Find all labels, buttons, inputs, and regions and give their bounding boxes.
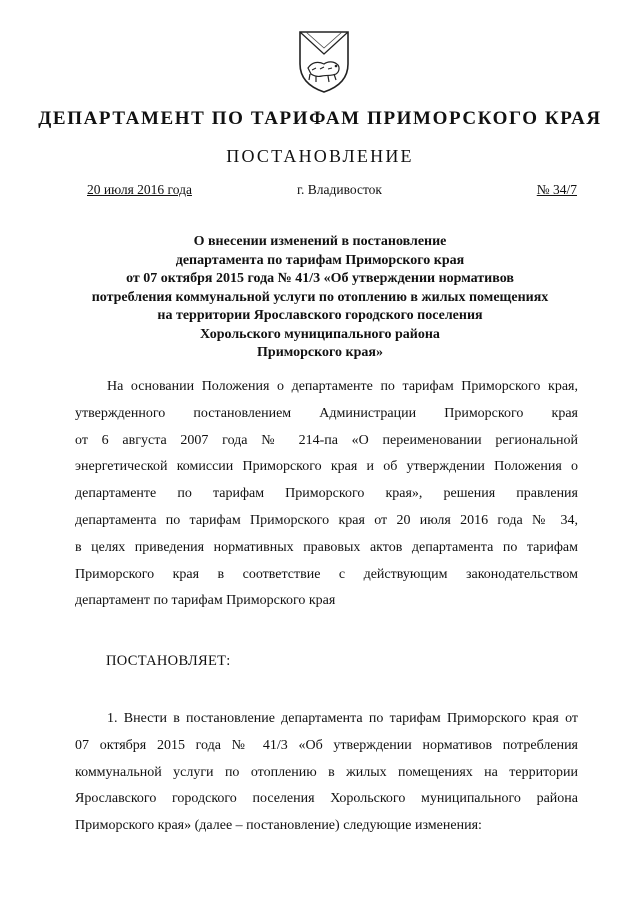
text-line: департамент по тарифам Приморского края (75, 593, 336, 609)
text-line: На основании Положения о департаменте по тарифам Приморского края, (107, 379, 578, 394)
text-line: Приморского края» (далее – постановление) следующие изменения: (75, 818, 482, 834)
text-line: энергетической комиссии Приморского края и об утверждении Положения о (75, 459, 578, 475)
title-line: потребления коммунальной услуги по отоплению в жилых помещениях (91, 289, 549, 305)
title-line: Хорольского муниципального района (200, 326, 440, 342)
text-line: 1. Внести в постановление департамента по тарифам Приморского края от (107, 711, 578, 726)
item-1-paragraph (75, 706, 578, 840)
text-line: департамента по тарифам Приморского края от 20 июля 2016 года № 34, (75, 512, 578, 528)
text-line: в целях приведения нормативных правовых актов департамента по тарифам (75, 539, 578, 555)
title-line: на территории Ярославского городского поселения (157, 308, 483, 323)
text-line: департаменте по тарифам Приморского края», решения правления (75, 486, 578, 502)
text-line: Приморского края в соответствие с действующим законодательством (75, 566, 578, 582)
document-title (60, 233, 580, 363)
document-city: г. Владивосток (297, 182, 382, 197)
department-title: ДЕПАРТАМЕНТ ПО ТАРИФАМ ПРИМОРСКОГО КРАЯ (38, 108, 602, 129)
document-meta-row (87, 182, 577, 202)
document-type: ПОСТАНОВЛЕНИЕ (226, 146, 414, 166)
document-number: № 34/7 (536, 182, 577, 197)
title-line: О внесении изменений в постановление (193, 234, 447, 249)
title-line: департамента по тарифам Приморского края (175, 252, 465, 268)
text-line: коммунальной услуги по отоплению в жилых помещениях на территории (75, 764, 578, 780)
coat-of-arms-icon (296, 28, 352, 94)
title-line: Приморского края» (257, 345, 383, 360)
text-line: Ярославского городского поселения Хорольского муниципального района (75, 791, 578, 807)
title-line: от 07 октября 2015 года № 41/3 «Об утверждении нормативов (126, 271, 514, 286)
text-line: от 6 августа 2007 года № 214-па «О переименовании региональной (75, 432, 578, 448)
preamble-paragraph (75, 374, 578, 615)
text-line: 07 октября 2015 года № 41/3 «Об утверждении нормативов потребления (75, 737, 578, 753)
text-line: утвержденного постановлением Администрации Приморского края (75, 405, 578, 421)
resolves-heading: ПОСТАНОВЛЯЕТ: (106, 653, 231, 669)
document-date: 20 июля 2016 года (87, 182, 192, 197)
